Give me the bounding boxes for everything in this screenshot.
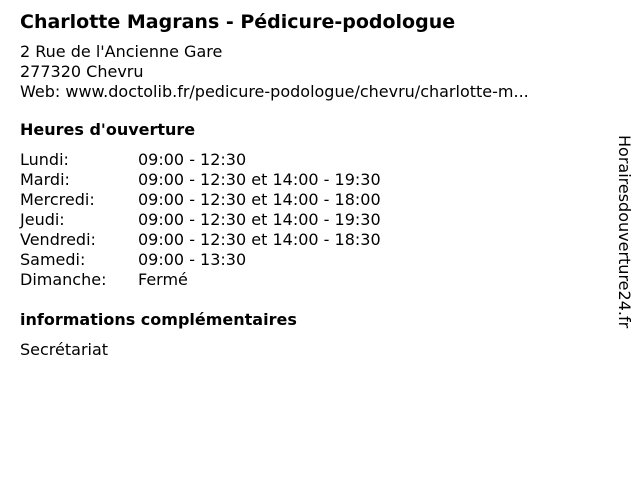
day-label: Lundi: <box>20 150 69 169</box>
day-label: Samedi: <box>20 250 86 269</box>
additional-info-heading: informations complémentaires <box>20 310 297 329</box>
city-address: 277320 Chevru <box>20 62 144 81</box>
hours-value: 09:00 - 13:30 <box>138 250 247 269</box>
day-label: Mardi: <box>20 170 70 189</box>
day-label: Dimanche: <box>20 270 107 289</box>
page-title: Charlotte Magrans - Pédicure-podologue <box>20 11 456 33</box>
hours-value: 09:00 - 12:30 et 14:00 - 18:30 <box>138 230 381 249</box>
website-link[interactable]: www.doctolib.fr/pedicure-podologue/chevru/charlotte-m... <box>65 82 529 101</box>
hours-value: 09:00 - 12:30 <box>138 150 247 169</box>
day-label: Mercredi: <box>20 190 95 209</box>
opening-hours-heading: Heures d'ouverture <box>20 120 196 139</box>
day-label: Vendredi: <box>20 230 96 249</box>
site-watermark: Horairesdouverture24.fr <box>615 135 634 329</box>
hours-row-saturday <box>20 250 600 270</box>
website-line <box>20 82 600 102</box>
day-label: Jeudi: <box>20 210 65 229</box>
web-label: Web: <box>20 82 61 101</box>
hours-row-monday <box>20 150 600 170</box>
hours-row-thursday <box>20 210 600 230</box>
hours-row-sunday <box>20 270 600 290</box>
hours-value: 09:00 - 12:30 et 14:00 - 19:30 <box>138 170 381 189</box>
hours-value: 09:00 - 12:30 et 14:00 - 19:30 <box>138 210 381 229</box>
hours-row-tuesday <box>20 170 600 190</box>
street-address: 2 Rue de l'Ancienne Gare <box>20 42 223 61</box>
hours-row-wednesday <box>20 190 600 210</box>
hours-value: Fermé <box>138 270 188 289</box>
additional-info-text: Secrétariat <box>20 340 109 359</box>
hours-value: 09:00 - 12:30 et 14:00 - 18:00 <box>138 190 381 209</box>
opening-hours-table <box>20 150 600 290</box>
business-card <box>20 10 600 360</box>
hours-row-friday <box>20 230 600 250</box>
